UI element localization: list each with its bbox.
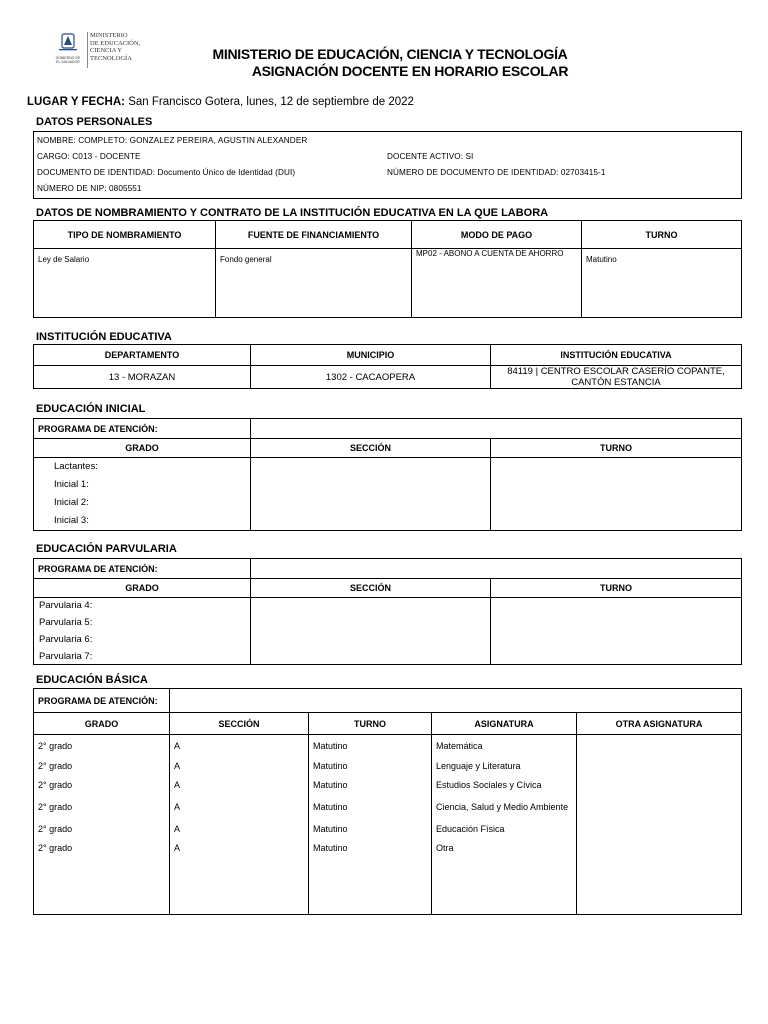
grado-cell: 2° grado (34, 795, 170, 820)
turno-cell: Matutino (309, 839, 432, 858)
basica-header-turno: TURNO (309, 713, 432, 735)
empty-cell (34, 858, 170, 915)
table-row (34, 776, 742, 795)
seccion-cell: A (170, 757, 309, 776)
turno-value: Matutino (582, 249, 742, 318)
list-item: Lactantes: (54, 461, 98, 472)
basica-header-asignatura: ASIGNATURA (432, 713, 577, 735)
document-title: MINISTERIO DE EDUCACIÓN, CIENCIA Y TECNOLOGÍA (212, 46, 568, 62)
asignatura-cell: Matemática (432, 735, 577, 757)
turno-cell: Matutino (309, 757, 432, 776)
inicial-header-grado: GRADO (34, 439, 251, 458)
asignatura-cell: Otra (432, 839, 577, 858)
section-nombramiento: DATOS DE NOMBRAMIENTO Y CONTRATO DE LA INSTITUCIÓN EDUCATIVA EN LA QUE LABORA (36, 207, 549, 219)
basica-table (33, 688, 742, 915)
otra-asignatura-cell (577, 776, 742, 795)
lugar-value: San Francisco Gotera, lunes, 12 de septiembre de 2022 (128, 96, 414, 108)
header-turno: TURNO (582, 221, 742, 249)
asignatura-cell: Lenguaje y Literatura (432, 757, 577, 776)
section-institucion: INSTITUCIÓN EDUCATIVA (36, 331, 172, 343)
coat-of-arms-icon (50, 30, 86, 70)
gov-label: GOBIERNO DE EL SALVADOR (55, 56, 81, 64)
otra-asignatura-cell (577, 820, 742, 839)
parvularia-programa-value (251, 559, 742, 579)
section-parvularia: EDUCACIÓN PARVULARIA (36, 543, 177, 555)
table-row (34, 820, 742, 839)
basica-programa-label: PROGRAMA DE ATENCIÓN: (34, 689, 170, 713)
turno-cell: Matutino (309, 735, 432, 757)
turno-cell: Matutino (309, 795, 432, 820)
parvularia-header-grado: GRADO (34, 579, 251, 598)
basica-header-seccion: SECCIÓN (170, 713, 309, 735)
turno-cell: Matutino (309, 820, 432, 839)
empty-cell (170, 858, 309, 915)
header-modo-pago: MODO DE PAGO (412, 221, 582, 249)
list-item: Parvularia 5: (39, 617, 93, 628)
nombre-field: NOMBRE: COMPLETO: GONZALEZ PEREIRA, AGUSTIN ALEXANDER (37, 135, 308, 145)
inicial-header-seccion: SECCIÓN (251, 439, 491, 458)
parvularia-grados-list (34, 598, 251, 665)
turno-cell: Matutino (309, 776, 432, 795)
institucion-table (33, 344, 742, 389)
header-departamento: DEPARTAMENTO (34, 345, 251, 366)
modo-pago-value: MP02 - ABONO A CUENTA DE AHORRO (412, 249, 582, 318)
documento-field: DOCUMENTO DE IDENTIDAD: Documento Único de Identidad (DUI) (37, 167, 296, 177)
parvularia-header-turno: TURNO (491, 579, 742, 598)
list-item: Parvularia 4: (39, 600, 93, 611)
inicial-turno-cell (491, 458, 742, 531)
parvularia-table (33, 558, 742, 665)
nombramiento-table (33, 220, 742, 318)
inicial-programa-value (251, 419, 742, 439)
header-institucion: INSTITUCIÓN EDUCATIVA (491, 345, 742, 366)
asignatura-cell: Ciencia, Salud y Medio Ambiente (432, 795, 577, 820)
inicial-grados-list (34, 458, 251, 531)
tipo-nombramiento-value: Ley de Salario (34, 249, 216, 318)
list-item: Inicial 3: (54, 515, 89, 526)
docente-activo-field: DOCENTE ACTIVO: SI (387, 151, 474, 161)
grado-cell: 2° grado (34, 839, 170, 858)
numero-documento-field: NÚMERO DE DOCUMENTO DE IDENTIDAD: 02703415-1 (387, 167, 606, 177)
table-row (34, 858, 742, 915)
seccion-cell: A (170, 839, 309, 858)
document-subtitle: ASIGNACIÓN DOCENTE EN HORARIO ESCOLAR (251, 63, 569, 79)
institucion-value: 84119 | CENTRO ESCOLAR CASERÍO COPANTE, CANTÓN ESTANCIA (491, 366, 742, 389)
table-row (34, 795, 742, 820)
lugar-fecha (27, 96, 414, 108)
basica-header-otra-asignatura: OTRA ASIGNATURA (577, 713, 742, 735)
parvularia-turno-cell (491, 598, 742, 665)
otra-asignatura-cell (577, 839, 742, 858)
grado-cell: 2° grado (34, 735, 170, 757)
basica-programa-value (170, 689, 742, 713)
list-item: Parvularia 7: (39, 651, 93, 662)
empty-cell (432, 858, 577, 915)
ministry-label: MINISTERIO DE EDUCACIÓN, CIENCIA Y TECNOLOGÍA (90, 32, 141, 62)
otra-asignatura-cell (577, 735, 742, 757)
inicial-programa-label: PROGRAMA DE ATENCIÓN: (34, 419, 251, 439)
parvularia-programa-label: PROGRAMA DE ATENCIÓN: (34, 559, 251, 579)
seccion-cell: A (170, 776, 309, 795)
section-inicial: EDUCACIÓN INICIAL (36, 403, 146, 415)
list-item: Inicial 1: (54, 479, 89, 490)
section-basica: EDUCACIÓN BÁSICA (36, 674, 148, 686)
municipio-value: 1302 - CACAOPERA (251, 366, 491, 389)
lugar-label: LUGAR Y FECHA: (27, 96, 125, 108)
section-datos-personales: DATOS PERSONALES (36, 116, 153, 128)
departamento-value: 13 - MORAZAN (34, 366, 251, 389)
list-item: Inicial 2: (54, 497, 89, 508)
table-row (34, 735, 742, 757)
parvularia-header-seccion: SECCIÓN (251, 579, 491, 598)
grado-cell: 2° grado (34, 776, 170, 795)
seccion-cell: A (170, 735, 309, 757)
empty-cell (309, 858, 432, 915)
empty-cell (577, 858, 742, 915)
inicial-table (33, 418, 742, 531)
table-row (34, 757, 742, 776)
seccion-cell: A (170, 795, 309, 820)
otra-asignatura-cell (577, 757, 742, 776)
seccion-cell: A (170, 820, 309, 839)
datos-personales-box (33, 131, 742, 199)
asignatura-cell: Educación Física (432, 820, 577, 839)
fuente-financiamiento-value: Fondo general (216, 249, 412, 318)
grado-cell: 2° grado (34, 820, 170, 839)
list-item: Parvularia 6: (39, 634, 93, 645)
inicial-header-turno: TURNO (491, 439, 742, 458)
otra-asignatura-cell (577, 795, 742, 820)
inicial-seccion-cell (251, 458, 491, 531)
datos-personales-table (34, 132, 741, 196)
cargo-field: CARGO: C013 - DOCENTE (37, 151, 141, 161)
header-tipo-nombramiento: TIPO DE NOMBRAMIENTO (34, 221, 216, 249)
asignatura-cell: Estudios Sociales y Cívica (432, 776, 577, 795)
nip-field: NÚMERO DE NIP: 0805551 (37, 183, 142, 193)
ministry-logo (50, 30, 160, 74)
header-municipio: MUNICIPIO (251, 345, 491, 366)
parvularia-seccion-cell (251, 598, 491, 665)
table-row (34, 839, 742, 858)
basica-header-grado: GRADO (34, 713, 170, 735)
grado-cell: 2° grado (34, 757, 170, 776)
header-fuente-financiamiento: FUENTE DE FINANCIAMIENTO (216, 221, 412, 249)
